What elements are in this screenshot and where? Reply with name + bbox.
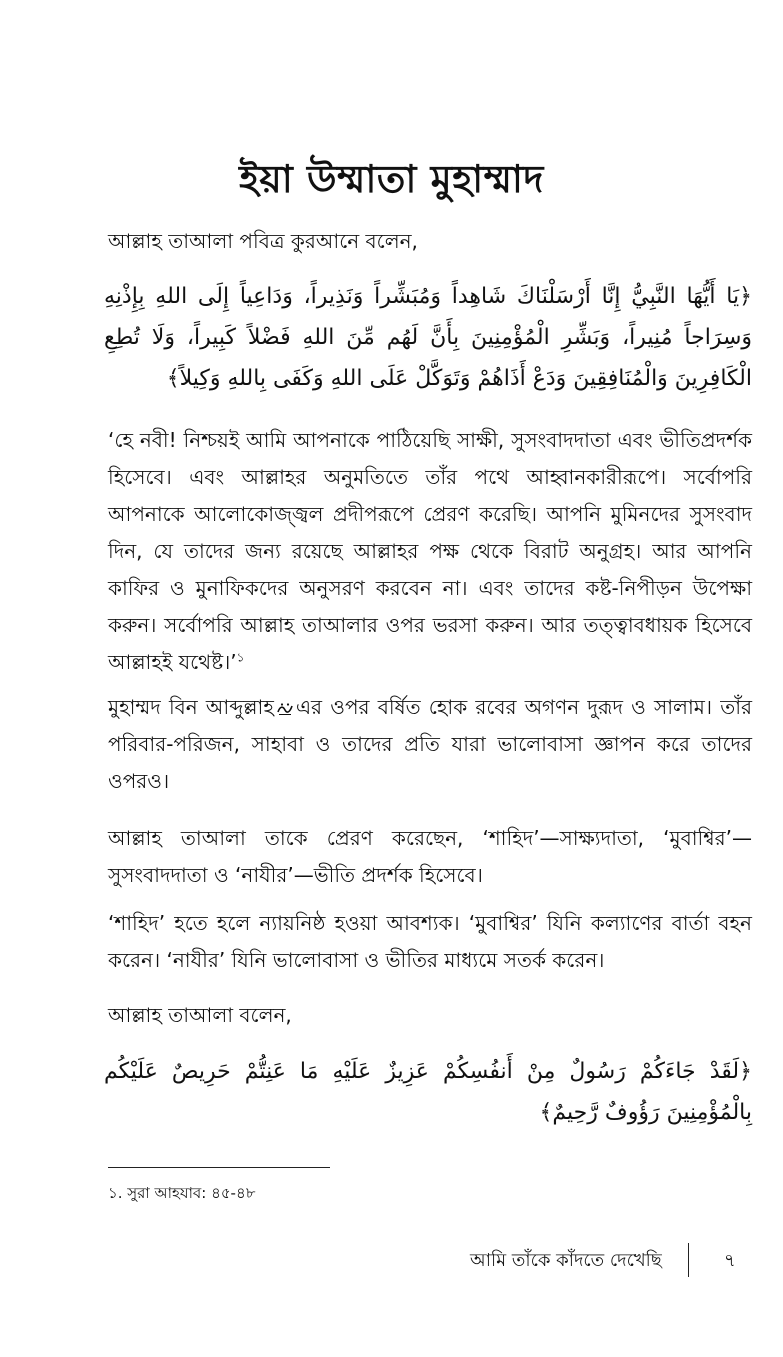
footnote-marker: ১ — [236, 650, 245, 665]
titles-explanation-paragraph: ‘শাহিদ’ হতে হলে ন্যায়নিষ্ঠ হওয়া আবশ্যক। ‘মুবাশ্বির’ যিনি কল্যাণের বার্তা বহন করেন। ‘নাযীর’ যিনি ভালোবাসা ও ভীতির মাধ্যমে সতর্ক করেন। — [108, 911, 752, 972]
verse-translation-paragraph — [108, 422, 752, 681]
salawat-text-start: মুহাম্মদ বিন আব্দুল্লাহ — [108, 695, 274, 719]
footnote: ১. সুরা আহযাব: ৪৫-৪৮ — [108, 1184, 256, 1202]
quran-verse-arabic-2: ﴿لَقَدْ جَاءَكُمْ رَسُولٌ مِنْ أَنفُسِكُمْ عَزِيزٌ عَلَيْهِ مَا عَنِتُّمْ حَرِيصٌ عَلَيْكُم بِالْمُؤْمِنِينَ رَؤُوفٌ رَّحِيمٌ﴾ — [104, 1059, 752, 1125]
footnote-divider — [108, 1167, 330, 1168]
running-head-divider — [688, 1243, 689, 1277]
quran-verse-arabic-1: ﴿يَا أَيُّهَا النَّبِيُّ إِنَّا أَرْسَلْنَاكَ شَاهِداً وَمُبَشِّراً وَنَذِيراً، وَدَاعِياً إِلَى اللهِ بِإِذْنِهِ وَسِرَاجاً مُنِيراً، وَبَشِّرِ الْمُؤْمِنِينَ بِأَنَّ لَهُم مِّنَ اللهِ فَضْلاً كَبِيراً، وَلَا تُطِعِ الْكَافِرِينَ وَالْمُنَافِقِينَ وَدَعْ أَذَاهُمْ وَتَوَكَّلْ عَلَى اللهِ وَكَفَى بِاللهِ وَكِيلاً﴾ — [104, 284, 752, 391]
intro-paragraph-2: আল্লাহ তাআলা বলেন, — [108, 1003, 292, 1027]
running-head: আমি তাঁকে কাঁদতে দেখেছি — [470, 1250, 662, 1271]
page-number: ৭ — [724, 1250, 736, 1271]
salawat-paragraph — [108, 689, 752, 800]
salawat-text-end: এর ওপর বর্ষিত হোক রবের অগণন দুরূদ ও সালাম। তাঁর পরিবার-পরিজন, সাহাবা ও তাদের প্রতি যারা ভালোবাসা জ্ঞাপন করে তাদের ওপরও। — [108, 695, 752, 793]
chapter-title: ইয়া উম্মাতা মুহাম্মাদ — [239, 156, 544, 201]
salawat-ligature-icon — [277, 702, 293, 716]
titles-paragraph: আল্লাহ তাআলা তাকে প্রেরণ করেছেন, ‘শাহিদ’—সাক্ষ্যদাতা, ‘মুবাশ্বির’—সুসংবাদদাতা ও ‘নাযীর’—ভীতি প্রদর্শক হিসেবে। — [108, 826, 752, 887]
translation-text: ‘হে নবী! নিশ্চয়ই আমি আপনাকে পাঠিয়েছি সাক্ষী, সুসংবাদদাতা এবং ভীতিপ্রদর্শক হিসেবে। এবং আল্লাহর অনুমতিতে তাঁর পথে আহ্বানকারীরূপে। সর্বোপরি আপনাকে আলোকোজ্জ্বল প্রদীপরূপে প্রেরণ করেছি। আপনি মুমিনদের সুসংবাদ দিন, যে তাদের জন্য রয়েছে আল্লাহর পক্ষ থেকে বিরাট অনুগ্রহ। আর আপনি কাফির ও মুনাফিকদের অনুসরণ করবেন না। এবং তাদের কষ্ট-নিপীড়ন উপেক্ষা করুন। সর্বোপরি আল্লাহ তাআলার ওপর ভরসা করুন। আর তত্ত্বাবধায়ক হিসেবে আল্লাহই যথেষ্ট।’ — [108, 428, 752, 674]
intro-paragraph: আল্লাহ তাআলা পবিত্র কুরআনে বলেন, — [108, 229, 418, 253]
